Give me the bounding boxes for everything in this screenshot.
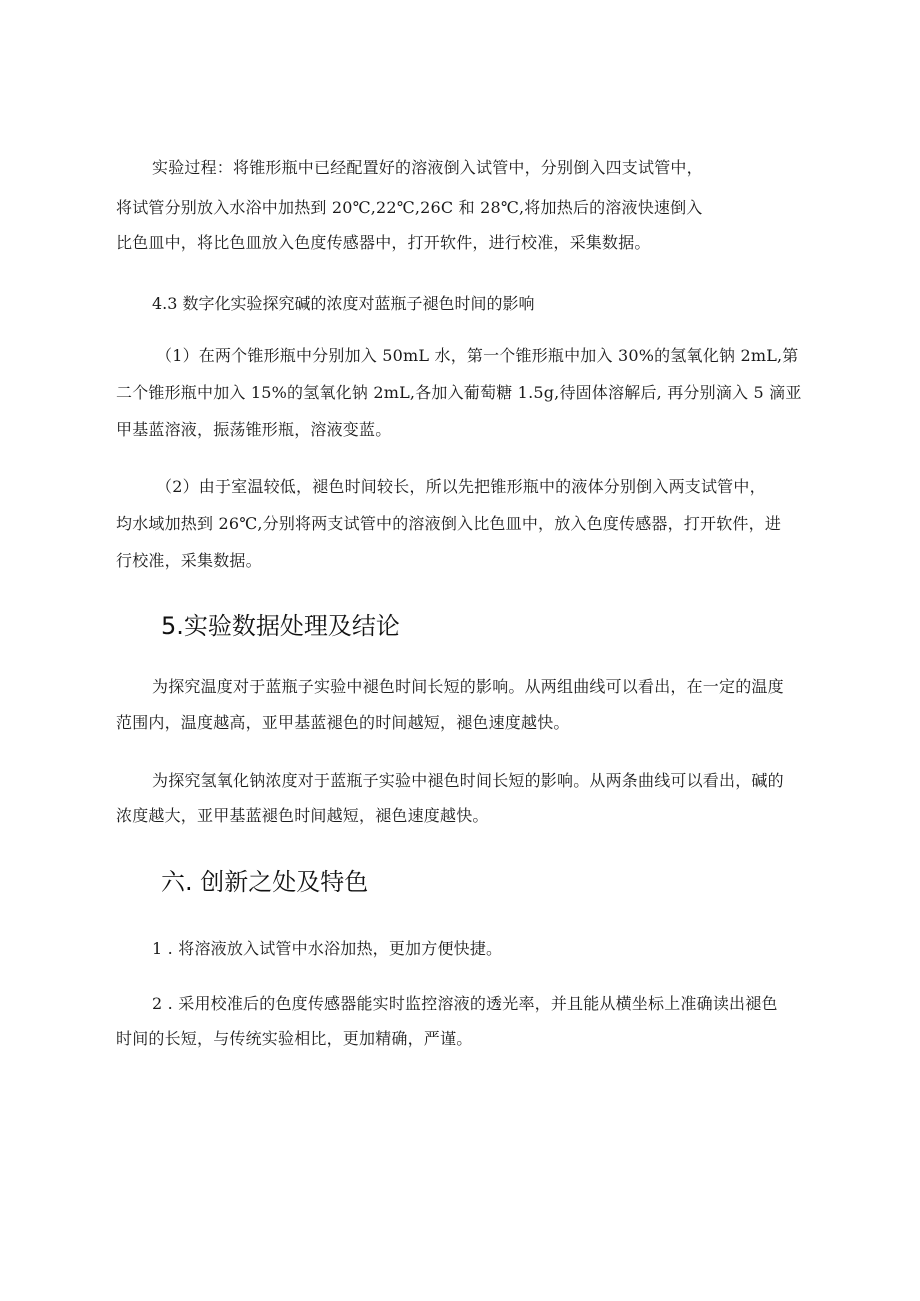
step1-line-1: （1）在两个锥形瓶中分别加入 50mL 水，第一个锥形瓶中加入 30%的氢氧化钠 2mL,第 [156, 346, 799, 365]
section-6-title: 六. 创新之处及特色 [161, 868, 369, 896]
section5-para1-line-2: 范围内，温度越高，亚甲基蓝褪色的时间越短，褪色速度越快。 [116, 713, 570, 732]
section6-item1-line-1: 1 . 将溶液放入试管中水浴加热，更加方便快捷。 [152, 939, 503, 958]
step2-line-1: （2）由于室温较低，褪色时间较长，所以先把锥形瓶中的液体分别倒入两支试管中， [156, 477, 766, 496]
section-5-title: 5.实验数据处理及结论 [161, 612, 400, 640]
section6-item2-line-1: 2 . 采用校准后的色度传感器能实时监控溶液的透光率，并且能从横坐标上准确读出褪色 [152, 994, 778, 1013]
section5-para2-line-1: 为探究氢氧化钠浓度对于蓝瓶子实验中褪色时间长短的影响。从两条曲线可以看出，碱的 [152, 771, 784, 790]
process-line-3: 比色皿中，将比色皿放入色度传感器中，打开软件，进行校准，采集数据。 [116, 233, 651, 252]
step1-line-3: 甲基蓝溶液，振荡锥形瓶，溶液变蓝。 [116, 420, 392, 439]
section6-item2-line-2: 时间的长短，与传统实验相比，更加精确，严谨。 [116, 1029, 473, 1048]
section5-para2-line-2: 浓度越大，亚甲基蓝褪色时间越短，褪色速度越快。 [116, 806, 489, 825]
step1-line-2: 二个锥形瓶中加入 15%的氢氧化钠 2mL,各加入葡萄糖 1.5g,待固体溶解后, 再分别滴入 5 滴亚 [116, 383, 802, 402]
section-4-3-title: 4.3 数字化实验探究碱的浓度对蓝瓶子褪色时间的影响 [152, 294, 535, 313]
section5-para1-line-1: 为探究温度对于蓝瓶子实验中褪色时间长短的影响。从两组曲线可以看出，在一定的温度 [152, 677, 784, 696]
step2-line-3: 行校准，采集数据。 [116, 551, 262, 570]
process-line-2: 将试管分别放入水浴中加热到 20℃,22℃,26C 和 28℃,将加热后的溶液快速倒入 [116, 198, 703, 217]
process-line-1: 实验过程：将锥形瓶中已经配置好的溶液倒入试管中，分别倒入四支试管中， [152, 158, 703, 177]
step2-line-2: 均水域加热到 26℃,分别将两支试管中的溶液倒入比色皿中，放入色度传感器，打开软件，进 [116, 514, 782, 533]
